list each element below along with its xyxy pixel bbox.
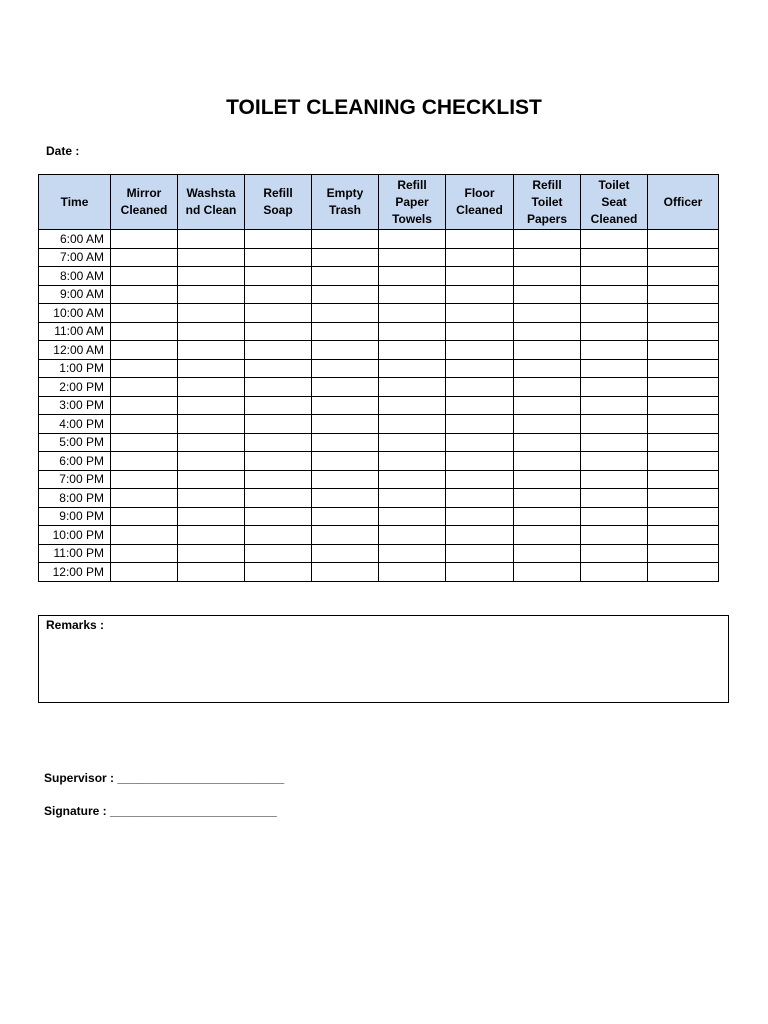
checklist-cell[interactable]: [648, 507, 719, 526]
checklist-cell[interactable]: [245, 378, 312, 397]
checklist-cell[interactable]: [312, 359, 379, 378]
checklist-cell[interactable]: [245, 285, 312, 304]
checklist-cell[interactable]: [379, 489, 446, 508]
header-refill-toilet-papers: [514, 175, 581, 230]
table-row: [39, 470, 719, 489]
checklist-cell[interactable]: [245, 322, 312, 341]
checklist-cell[interactable]: [379, 507, 446, 526]
checklist-cell[interactable]: [514, 359, 581, 378]
checklist-cell[interactable]: [581, 378, 648, 397]
header-line: Refill: [263, 186, 293, 200]
header-line: Washsta: [186, 186, 236, 200]
header-line: Empty: [326, 186, 364, 200]
checklist-cell[interactable]: [312, 341, 379, 360]
checklist-cell[interactable]: [245, 433, 312, 452]
checklist-cell[interactable]: [446, 378, 514, 397]
checklist-cell[interactable]: [245, 452, 312, 471]
header-washstand-clean: [178, 175, 245, 230]
checklist-cell[interactable]: [446, 433, 514, 452]
header-row: [39, 175, 719, 230]
table-row: [39, 507, 719, 526]
checklist-cell[interactable]: [514, 544, 581, 563]
checklist-cell[interactable]: [245, 526, 312, 545]
table-row: [39, 359, 719, 378]
checklist-cell[interactable]: [111, 341, 178, 360]
checklist-cell[interactable]: [245, 507, 312, 526]
time-cell: 9:00 PM: [39, 507, 111, 526]
checklist-cell[interactable]: [581, 230, 648, 249]
time-cell: 4:00 PM: [39, 415, 111, 434]
checklist-cell[interactable]: [178, 285, 245, 304]
checklist-cell[interactable]: [379, 341, 446, 360]
checklist-cell[interactable]: [581, 452, 648, 471]
checklist-cell[interactable]: [111, 563, 178, 582]
checklist-cell[interactable]: [111, 304, 178, 323]
header-time: [39, 175, 111, 230]
checklist-cell[interactable]: [178, 359, 245, 378]
checklist-cell[interactable]: [446, 248, 514, 267]
checklist-cell[interactable]: [648, 544, 719, 563]
checklist-cell[interactable]: [446, 489, 514, 508]
checklist-cell[interactable]: [178, 341, 245, 360]
remarks-label: Remarks :: [46, 618, 105, 632]
checklist-cell[interactable]: [178, 267, 245, 286]
checklist-cell[interactable]: [648, 489, 719, 508]
header-line: Towels: [392, 211, 432, 226]
checklist-cell[interactable]: [312, 489, 379, 508]
checklist-cell[interactable]: [245, 230, 312, 249]
checklist-cell[interactable]: [648, 433, 719, 452]
header-line: Papers: [526, 211, 568, 226]
header-line: Toilet: [598, 177, 630, 192]
checklist-cell[interactable]: [446, 267, 514, 286]
checklist-cell[interactable]: [514, 507, 581, 526]
checklist-cell[interactable]: [111, 230, 178, 249]
header-line: Soap: [263, 203, 293, 217]
checklist-cell[interactable]: [379, 563, 446, 582]
checklist-cell[interactable]: [514, 341, 581, 360]
checklist-cell[interactable]: [581, 396, 648, 415]
header-officer: [648, 175, 719, 230]
checklist-cell[interactable]: [581, 489, 648, 508]
time-cell: 11:00 AM: [39, 322, 111, 341]
checklist-cell[interactable]: [581, 322, 648, 341]
checklist-cell[interactable]: [379, 526, 446, 545]
checklist-cell[interactable]: [178, 230, 245, 249]
checklist-cell[interactable]: [111, 248, 178, 267]
checklist-cell[interactable]: [379, 248, 446, 267]
table-row: [39, 396, 719, 415]
checklist-cell[interactable]: [581, 526, 648, 545]
time-cell: 8:00 PM: [39, 489, 111, 508]
time-cell: 3:00 PM: [39, 396, 111, 415]
checklist-cell[interactable]: [648, 341, 719, 360]
checklist-cell[interactable]: [111, 507, 178, 526]
checklist-cell[interactable]: [245, 544, 312, 563]
checklist-cell[interactable]: [379, 470, 446, 489]
header-line: Toilet: [531, 194, 563, 209]
checklist-cell[interactable]: [581, 248, 648, 267]
checklist-cell[interactable]: [648, 563, 719, 582]
checklist-cell[interactable]: [446, 544, 514, 563]
checklist-cell[interactable]: [245, 304, 312, 323]
checklist-cell[interactable]: [648, 378, 719, 397]
time-cell: 5:00 PM: [39, 433, 111, 452]
checklist-cell[interactable]: [312, 285, 379, 304]
checklist-cell[interactable]: [581, 341, 648, 360]
checklist-cell[interactable]: [581, 544, 648, 563]
checklist-cell[interactable]: [514, 285, 581, 304]
table-row: [39, 304, 719, 323]
checklist-cell[interactable]: [648, 304, 719, 323]
checklist-cell[interactable]: [111, 415, 178, 434]
checklist-cell[interactable]: [581, 563, 648, 582]
checklist-cell[interactable]: [581, 285, 648, 304]
checklist-cell[interactable]: [312, 433, 379, 452]
checklist-body: [39, 230, 719, 582]
checklist-cell[interactable]: [514, 322, 581, 341]
checklist-cell[interactable]: [648, 230, 719, 249]
checklist-cell[interactable]: [648, 396, 719, 415]
checklist-cell[interactable]: [514, 415, 581, 434]
checklist-cell[interactable]: [111, 396, 178, 415]
checklist-cell[interactable]: [245, 563, 312, 582]
table-row: [39, 267, 719, 286]
checklist-cell[interactable]: [514, 433, 581, 452]
checklist-cell[interactable]: [446, 415, 514, 434]
checklist-cell[interactable]: [514, 489, 581, 508]
header-line: Paper: [395, 194, 429, 209]
checklist-cell[interactable]: [514, 470, 581, 489]
header-line: Time: [60, 194, 89, 209]
checklist-cell[interactable]: [312, 526, 379, 545]
checklist-cell[interactable]: [111, 359, 178, 378]
table-row: [39, 489, 719, 508]
checklist-cell[interactable]: [312, 470, 379, 489]
time-cell: 7:00 PM: [39, 470, 111, 489]
header-empty-trash: [312, 175, 379, 230]
checklist-cell[interactable]: [581, 433, 648, 452]
checklist-cell[interactable]: [648, 415, 719, 434]
checklist-cell[interactable]: [446, 359, 514, 378]
checklist-cell[interactable]: [648, 248, 719, 267]
checklist-cell[interactable]: [648, 285, 719, 304]
checklist-cell[interactable]: [514, 267, 581, 286]
checklist-cell[interactable]: [312, 452, 379, 471]
checklist-cell[interactable]: [379, 544, 446, 563]
header-line: Mirror: [126, 186, 162, 200]
header-line: Seat: [601, 194, 627, 209]
time-cell: 9:00 AM: [39, 285, 111, 304]
checklist-cell[interactable]: [446, 341, 514, 360]
checklist-cell[interactable]: [581, 304, 648, 323]
checklist-cell[interactable]: [648, 470, 719, 489]
time-cell: 12:00 AM: [39, 341, 111, 360]
header-refill-paper-towels: [379, 175, 446, 230]
checklist-cell[interactable]: [379, 378, 446, 397]
checklist-cell[interactable]: [178, 452, 245, 471]
page-title: TOILET CLEANING CHECKLIST: [226, 96, 542, 119]
checklist-cell[interactable]: [446, 396, 514, 415]
checklist-cell[interactable]: [245, 341, 312, 360]
time-cell: 1:00 PM: [39, 359, 111, 378]
checklist-cell[interactable]: [312, 304, 379, 323]
checklist-cell[interactable]: [111, 452, 178, 471]
checklist-cell[interactable]: [379, 415, 446, 434]
checklist-cell[interactable]: [178, 470, 245, 489]
time-cell: 2:00 PM: [39, 378, 111, 397]
checklist-cell[interactable]: [581, 415, 648, 434]
time-cell: 6:00 AM: [39, 230, 111, 249]
checklist-cell[interactable]: [648, 322, 719, 341]
header-line: Cleaned: [120, 203, 168, 217]
checklist-cell[interactable]: [178, 415, 245, 434]
checklist-cell[interactable]: [312, 563, 379, 582]
header-line: Refill: [532, 177, 562, 192]
table-row: [39, 544, 719, 563]
header-refill-soap: [245, 175, 312, 230]
time-cell: 8:00 AM: [39, 267, 111, 286]
remarks-box[interactable]: [38, 615, 729, 703]
checklist-cell[interactable]: [245, 267, 312, 286]
checklist-cell[interactable]: [379, 304, 446, 323]
checklist-cell[interactable]: [111, 526, 178, 545]
checklist-cell[interactable]: [111, 285, 178, 304]
checklist-cell[interactable]: [446, 470, 514, 489]
checklist-cell[interactable]: [245, 470, 312, 489]
checklist-cell[interactable]: [312, 544, 379, 563]
table-row: [39, 526, 719, 545]
table-row: [39, 230, 719, 249]
checklist-cell[interactable]: [111, 322, 178, 341]
checklist-cell[interactable]: [446, 322, 514, 341]
checklist-cell[interactable]: [178, 378, 245, 397]
checklist-cell[interactable]: [111, 544, 178, 563]
table-row: [39, 341, 719, 360]
header-line: Floor: [464, 186, 495, 200]
checklist-cell[interactable]: [312, 507, 379, 526]
header-toilet-seat-cleaned: [581, 175, 648, 230]
time-cell: 10:00 AM: [39, 304, 111, 323]
checklist-cell[interactable]: [581, 470, 648, 489]
checklist-cell[interactable]: [379, 359, 446, 378]
time-cell: 12:00 PM: [39, 563, 111, 582]
table-row: [39, 322, 719, 341]
checklist-cell[interactable]: [446, 507, 514, 526]
checklist-cell[interactable]: [446, 452, 514, 471]
header-line: Cleaned: [456, 203, 503, 217]
checklist-cell[interactable]: [245, 248, 312, 267]
checklist-cell[interactable]: [514, 452, 581, 471]
checklist-cell[interactable]: [111, 470, 178, 489]
checklist-cell[interactable]: [581, 507, 648, 526]
table-row: [39, 378, 719, 397]
header-line: Cleaned: [590, 211, 638, 226]
checklist-cell[interactable]: [312, 230, 379, 249]
checklist-cell[interactable]: [245, 359, 312, 378]
checklist-cell[interactable]: [446, 230, 514, 249]
checklist-cell[interactable]: [312, 415, 379, 434]
checklist-cell[interactable]: [446, 563, 514, 582]
checklist-cell[interactable]: [312, 322, 379, 341]
table-row: [39, 415, 719, 434]
checklist-cell[interactable]: [178, 433, 245, 452]
checklist-cell[interactable]: [379, 285, 446, 304]
time-cell: 6:00 PM: [39, 452, 111, 471]
checklist-cell[interactable]: [648, 267, 719, 286]
checklist-cell[interactable]: [379, 396, 446, 415]
checklist-cell[interactable]: [446, 526, 514, 545]
table-row: [39, 563, 719, 582]
table-row: [39, 452, 719, 471]
checklist-cell[interactable]: [312, 267, 379, 286]
checklist-cell[interactable]: [514, 563, 581, 582]
supervisor-line: Supervisor : _________________________: [44, 771, 285, 785]
table-row: [39, 248, 719, 267]
checklist-cell[interactable]: [581, 359, 648, 378]
checklist-cell[interactable]: [245, 415, 312, 434]
checklist-cell[interactable]: [581, 267, 648, 286]
checklist-cell[interactable]: [111, 433, 178, 452]
checklist-cell[interactable]: [111, 378, 178, 397]
time-cell: 11:00 PM: [39, 544, 111, 563]
checklist-cell[interactable]: [178, 544, 245, 563]
table-row: [39, 285, 719, 304]
header-line: Trash: [328, 203, 361, 217]
checklist-cell[interactable]: [446, 304, 514, 323]
checklist-cell[interactable]: [648, 359, 719, 378]
checklist-cell[interactable]: [111, 267, 178, 286]
checklist-cell[interactable]: [178, 396, 245, 415]
checklist-cell[interactable]: [379, 267, 446, 286]
header-floor-cleaned: [446, 175, 514, 230]
checklist-cell[interactable]: [178, 526, 245, 545]
header-line: Refill: [397, 177, 427, 192]
checklist-cell[interactable]: [514, 230, 581, 249]
time-cell: 10:00 PM: [39, 526, 111, 545]
checklist-table: [38, 174, 719, 582]
table-row: [39, 433, 719, 452]
signature-line: Signature : _________________________: [44, 804, 277, 818]
checklist-cell[interactable]: [111, 489, 178, 508]
checklist-cell[interactable]: [312, 248, 379, 267]
checklist-cell[interactable]: [178, 563, 245, 582]
checklist-cell[interactable]: [514, 396, 581, 415]
checklist-cell[interactable]: [648, 452, 719, 471]
checklist-cell[interactable]: [514, 304, 581, 323]
checklist-cell[interactable]: [245, 396, 312, 415]
checklist-cell[interactable]: [178, 507, 245, 526]
checklist-cell[interactable]: [446, 285, 514, 304]
header-line: nd Clean: [185, 203, 237, 217]
checklist-cell[interactable]: [178, 322, 245, 341]
time-cell: 7:00 AM: [39, 248, 111, 267]
checklist-cell[interactable]: [379, 452, 446, 471]
checklist-cell[interactable]: [312, 396, 379, 415]
checklist-cell[interactable]: [379, 230, 446, 249]
header-line: Officer: [663, 194, 703, 209]
checklist-cell[interactable]: [178, 304, 245, 323]
checklist-cell[interactable]: [379, 322, 446, 341]
checklist-cell[interactable]: [379, 433, 446, 452]
checklist-cell[interactable]: [514, 378, 581, 397]
checklist-cell[interactable]: [514, 526, 581, 545]
checklist-cell[interactable]: [514, 248, 581, 267]
checklist-cell[interactable]: [648, 526, 719, 545]
date-label: Date :: [46, 144, 80, 158]
checklist-cell[interactable]: [178, 489, 245, 508]
checklist-cell[interactable]: [312, 378, 379, 397]
checklist-cell[interactable]: [245, 489, 312, 508]
header-mirror-cleaned: [111, 175, 178, 230]
checklist-cell[interactable]: [178, 248, 245, 267]
